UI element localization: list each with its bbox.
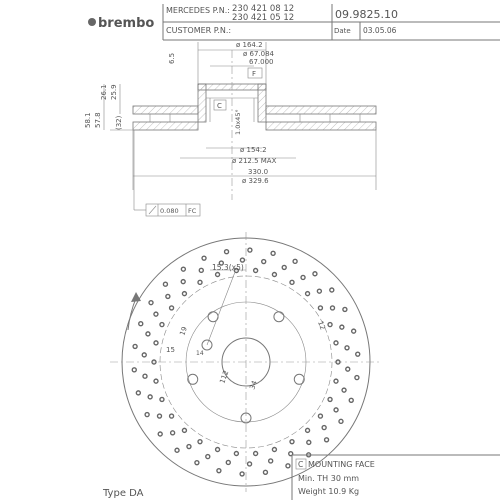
drill-hole [334, 341, 338, 345]
drill-hole [290, 280, 294, 284]
dim-rc: 112 [218, 369, 231, 385]
drill-hole [158, 432, 162, 436]
bolt-hole [294, 374, 304, 384]
dim-v-c: (32) [115, 115, 123, 130]
drill-hole [254, 269, 258, 273]
drill-hole [163, 282, 167, 286]
drill-hole [293, 259, 297, 263]
drill-hole [146, 332, 150, 336]
drill-hole [317, 289, 321, 293]
drill-hole [139, 322, 143, 326]
drill-hole [356, 352, 360, 356]
drill-hole [154, 379, 158, 383]
drill-hole [170, 306, 174, 310]
drill-hole [234, 451, 238, 455]
part-number: 09.9825.10 [335, 8, 398, 21]
weight: Weight 10.9 Kg [298, 487, 360, 496]
bolt-hole [274, 312, 284, 322]
drill-hole [334, 379, 338, 383]
dim-h: 6.5 [168, 52, 176, 64]
drill-hole [154, 312, 158, 316]
brand-logo: brembo [98, 16, 155, 31]
drill-hole [286, 464, 290, 468]
drill-hole [199, 268, 203, 272]
drill-hole [157, 414, 161, 418]
drill-hole [355, 376, 359, 380]
drill-hole [195, 461, 199, 465]
drill-hole [175, 448, 179, 452]
drill-hole [142, 353, 146, 357]
dim-19: 19 [178, 325, 189, 337]
drill-hole [133, 344, 137, 348]
dim-34: 34 [248, 379, 259, 391]
drill-hole [330, 288, 334, 292]
drill-hole [248, 248, 252, 252]
dim-v-b1: 58.1 [84, 112, 92, 128]
dim-12: 12 [316, 319, 327, 332]
drill-hole [334, 408, 338, 412]
drill-hole [262, 260, 266, 264]
dim-v-a2: 25.9 [110, 84, 118, 100]
drill-hole [225, 250, 229, 254]
drill-hole [136, 391, 140, 395]
drill-hole [182, 292, 186, 296]
dim-14: 14 [196, 350, 204, 357]
drill-hole [345, 346, 349, 350]
drill-hole [248, 462, 252, 466]
date-label: Date [334, 27, 351, 35]
drill-hole [307, 440, 311, 444]
drill-hole [182, 428, 186, 432]
drill-hole [272, 273, 276, 277]
section-view [84, 41, 376, 216]
tolerance-value: 0.080 [160, 207, 179, 215]
type-label: Type DA [103, 488, 144, 499]
drill-hole [148, 395, 152, 399]
header-block [88, 4, 500, 40]
mounting-flag: C [298, 460, 304, 469]
drill-hole [282, 265, 286, 269]
front-view [110, 232, 382, 492]
drill-hole [181, 267, 185, 271]
dim-v-a1: 26.1 [100, 84, 108, 100]
drill-hole [216, 447, 220, 451]
drill-hole [154, 341, 158, 345]
min-thickness: Min. TH 30 mm [298, 474, 360, 483]
dim-v-b2: 57.8 [94, 112, 102, 128]
drill-hole [346, 367, 350, 371]
drill-hole [202, 256, 206, 260]
rotation-arrow-icon [131, 292, 141, 302]
drill-hole [269, 459, 273, 463]
drill-hole [216, 273, 220, 277]
oem-number-2: 230 421 05 12 [232, 13, 295, 23]
drill-hole [343, 307, 347, 311]
customer-label: CUSTOMER P.N.: [166, 26, 232, 35]
drill-hole [187, 445, 191, 449]
drill-hole [318, 306, 322, 310]
drill-hole [322, 426, 326, 430]
drill-hole [306, 292, 310, 296]
bolt-hole [188, 374, 198, 384]
drill-hole [198, 440, 202, 444]
dim-max: ø 212.5 MAX [232, 157, 277, 165]
drill-hole [160, 323, 164, 327]
drill-hole [217, 469, 221, 473]
drill-hole [328, 397, 332, 401]
bolt-angle: 15.3(x5) [212, 263, 244, 272]
dim-outer-top: ø 164.2 [236, 41, 263, 49]
drill-hole [145, 413, 149, 417]
drill-hole [254, 451, 258, 455]
drill-hole [160, 397, 164, 401]
dim-disc-1: 330.0 [248, 168, 269, 176]
dim-inner: ø 154.2 [240, 146, 267, 154]
drill-hole [226, 460, 230, 464]
chamfer: 1.0x45° [234, 109, 242, 135]
drill-hole [272, 447, 276, 451]
drill-hole [271, 251, 275, 255]
drill-hole [240, 472, 244, 476]
drill-hole [342, 388, 346, 392]
footer-block [102, 455, 500, 500]
drill-hole [331, 306, 335, 310]
drill-hole [143, 374, 147, 378]
dim-disc-2: ø 329.6 [242, 177, 269, 185]
dim-hub-1: ø 67.084 [243, 50, 275, 58]
drill-hole [132, 368, 136, 372]
drill-hole [149, 301, 153, 305]
date-value: 03.05.06 [363, 26, 397, 35]
flag-c: C [217, 102, 222, 110]
drill-hole [166, 294, 170, 298]
brembo-logo-mark [88, 18, 96, 26]
oem-label: MERCEDES P.N.: [166, 6, 230, 15]
flag-f: F [252, 70, 257, 78]
drill-hole [240, 258, 244, 262]
drill-hole [290, 440, 294, 444]
drill-hole [301, 275, 305, 279]
mounting-label: MOUNTING FACE [308, 460, 375, 469]
drill-hole [328, 323, 332, 327]
drill-hole [198, 280, 202, 284]
dim-hub-2: 67.000 [249, 58, 274, 66]
drill-hole [318, 414, 322, 418]
drill-hole [206, 455, 210, 459]
oem-number-1: 230 421 08 12 [232, 4, 295, 14]
drill-hole [263, 470, 267, 474]
drill-hole [352, 329, 356, 333]
drill-hole [325, 438, 329, 442]
tolerance-ref: FC [188, 207, 197, 215]
drill-hole [349, 398, 353, 402]
drill-hole [340, 325, 344, 329]
drill-hole [170, 414, 174, 418]
drill-hole [313, 272, 317, 276]
drill-hole [306, 428, 310, 432]
drill-hole [181, 280, 185, 284]
dim-15: 15 [166, 346, 175, 354]
drill-hole [171, 431, 175, 435]
drill-hole [339, 419, 343, 423]
